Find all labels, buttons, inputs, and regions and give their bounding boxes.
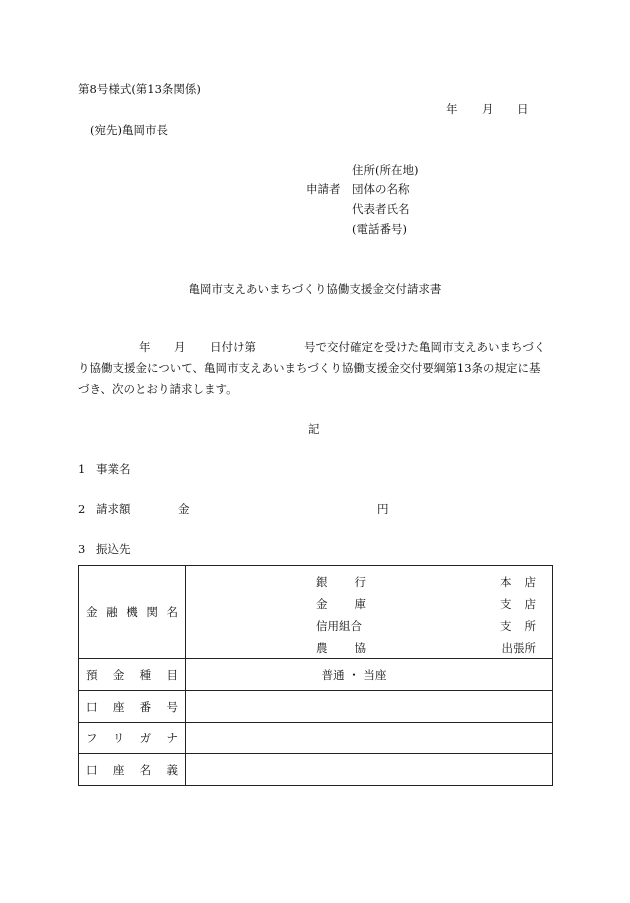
label-char: 座 bbox=[112, 762, 125, 777]
deposit-type-label-cell bbox=[79, 659, 186, 691]
branch-type-2: 支 店 bbox=[500, 597, 536, 611]
deposit-type-label bbox=[79, 667, 185, 683]
label-char: 名 bbox=[166, 605, 178, 619]
body-line3: づき、次のとおり請求します。 bbox=[78, 382, 238, 396]
applicant-label: 申請者 bbox=[306, 182, 341, 196]
item1-label: 事業名 bbox=[96, 462, 131, 476]
label-char: リ bbox=[112, 731, 125, 745]
branch-type-3: 支 所 bbox=[500, 619, 536, 633]
item2-yen: 円 bbox=[377, 502, 389, 516]
institution-label bbox=[79, 604, 185, 620]
label-char: 金 bbox=[86, 605, 98, 619]
account-number-label bbox=[79, 699, 185, 715]
item3-number: 3 bbox=[78, 542, 86, 556]
label-char: 番 bbox=[139, 699, 152, 714]
applicant-phone: (電話番号) bbox=[352, 222, 407, 236]
bank-type-2: 金 庫 bbox=[316, 597, 366, 611]
label-char: ガ bbox=[139, 731, 152, 745]
label-char: 機 bbox=[126, 605, 138, 619]
branch-type-4: 出張所 bbox=[501, 641, 536, 655]
label-char: 義 bbox=[166, 762, 178, 777]
label-char: 目 bbox=[166, 667, 178, 682]
item2-label: 請求額 bbox=[96, 502, 131, 516]
body-year: 年 bbox=[139, 340, 151, 354]
item2-kin: 金 bbox=[178, 502, 190, 516]
date-year: 年 bbox=[446, 102, 458, 116]
date-day: 日 bbox=[517, 102, 529, 116]
label-char: 種 bbox=[139, 667, 152, 682]
label-char: 号 bbox=[166, 699, 178, 714]
date-month: 月 bbox=[482, 102, 494, 116]
label-char: 関 bbox=[146, 605, 158, 619]
label-char: フ bbox=[86, 731, 98, 745]
form-number: 第8号様式(第13条関係) bbox=[78, 82, 201, 96]
institution-value-cell[interactable] bbox=[186, 566, 553, 659]
applicant-address: 住所(所在地) bbox=[352, 163, 419, 177]
deposit-type-value-cell[interactable] bbox=[186, 659, 553, 691]
account-name-label bbox=[79, 762, 185, 778]
addressee: (宛先)亀岡市長 bbox=[90, 123, 168, 137]
branch-type-1: 本 店 bbox=[500, 575, 536, 589]
furigana-value-cell[interactable] bbox=[186, 723, 553, 754]
transfer-table bbox=[78, 565, 553, 786]
account-name-label-cell bbox=[79, 754, 186, 786]
body-line1-rest: 号で交付確定を受けた亀岡市支えあいまちづく bbox=[304, 340, 546, 354]
account-number-value-cell[interactable] bbox=[186, 691, 553, 723]
ki-heading: 記 bbox=[308, 422, 320, 436]
item1-number: 1 bbox=[78, 462, 86, 476]
account-name-value-cell[interactable] bbox=[186, 754, 553, 786]
furigana-label bbox=[79, 730, 185, 746]
label-char: ナ bbox=[166, 731, 178, 745]
body-line2: り協働支援金について、亀岡市支えあいまちづくり協働支援金交付要綱第13条の規定に基 bbox=[78, 361, 541, 375]
bank-type-row bbox=[186, 640, 552, 655]
bank-type-1: 銀 行 bbox=[316, 575, 366, 589]
label-char: 口 bbox=[86, 699, 98, 714]
deposit-type-options: 普通 ・ 当座 bbox=[321, 667, 387, 682]
applicant-representative: 代表者氏名 bbox=[352, 202, 410, 216]
label-char: 口 bbox=[86, 762, 98, 777]
bank-type-4: 農 協 bbox=[316, 641, 366, 655]
label-char: 名 bbox=[139, 762, 152, 777]
bank-type-row bbox=[186, 574, 552, 589]
label-char: 座 bbox=[112, 699, 125, 714]
body-month: 月 bbox=[174, 340, 186, 354]
bank-type-row bbox=[186, 618, 552, 633]
bank-type-row bbox=[186, 596, 552, 611]
furigana-label-cell bbox=[79, 723, 186, 754]
bank-type-3: 信用組合 bbox=[316, 619, 362, 633]
label-char: 融 bbox=[106, 605, 118, 619]
account-number-label-cell bbox=[79, 691, 186, 723]
body-day-dated: 日付け第 bbox=[210, 340, 256, 354]
label-char: 金 bbox=[112, 667, 125, 682]
document-title: 亀岡市支えあいまちづくり協働支援金交付請求書 bbox=[188, 282, 442, 296]
item3-label: 振込先 bbox=[96, 542, 131, 556]
institution-label-cell bbox=[79, 566, 186, 659]
label-char: 預 bbox=[86, 667, 98, 682]
item2-number: 2 bbox=[78, 502, 86, 516]
applicant-org-name: 団体の名称 bbox=[352, 182, 410, 196]
